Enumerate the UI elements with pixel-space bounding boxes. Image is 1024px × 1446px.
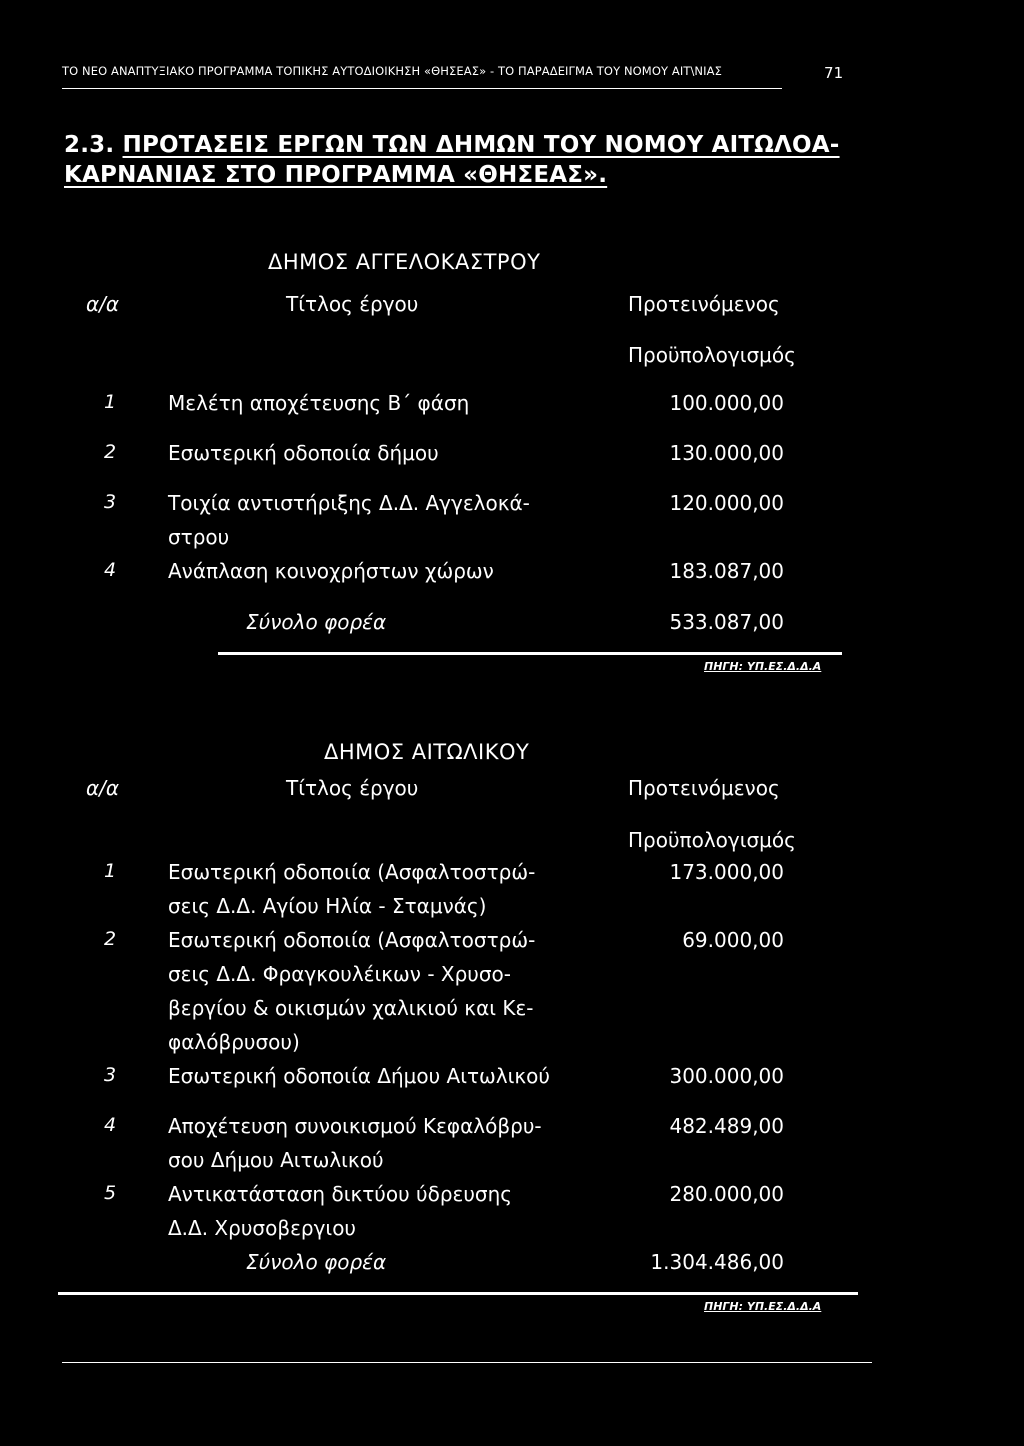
- table2-row-5-title-line-1: Αντικατάσταση δικτύου ύδρευσης: [168, 1182, 513, 1206]
- table1-row-2-amount: 130.000,00: [669, 441, 784, 465]
- section-title-text-1: ΠΡΟΤΑΣΕΙΣ ΕΡΓΩΝ ΤΩΝ ΔΗΜΩΝ ΤΟΥ ΝΟΜΟΥ ΑΙΤΩΛΟΑ-: [122, 132, 840, 158]
- table2-col-budget-1: Προτεινόμενος: [628, 776, 780, 800]
- table1-col-title: Τίτλος έργου: [286, 292, 419, 316]
- section-title-line-2: [64, 162, 607, 188]
- table2-row-4-amount: 482.489,00: [669, 1114, 784, 1138]
- section-title-line-1: [64, 132, 840, 158]
- table2-row-1-title-line-1: Εσωτερική οδοποιία (Ασφαλτοστρώ-: [168, 860, 536, 884]
- table2-row-2-title-line-3: βεργίου & οικισμών χαλικιού και Κε-: [168, 996, 534, 1020]
- table1-row-3-title-line-1: Τοιχία αντιστήριξης Δ.Δ. Αγγελοκά-: [168, 491, 530, 515]
- table2-row-2-title-line-4: φαλόβρυσου): [168, 1030, 300, 1054]
- table2-heading: ΔΗΜΟΣ ΑΙΤΩΛΙΚΟΥ: [324, 740, 530, 764]
- section-title-text-2: ΚΑΡΝΑΝΙΑΣ ΣΤΟ ΠΡΟΓΡΑΜΜΑ «ΘΗΣΕΑΣ».: [64, 162, 608, 188]
- table1-row-3-amount: 120.000,00: [669, 491, 784, 515]
- table2-source: ΠΗΓΗ: ΥΠ.ΕΣ.Δ.Δ.Α: [704, 1300, 822, 1313]
- table2-row-5-amount: 280.000,00: [669, 1182, 784, 1206]
- table2-row-5-title-line-2: Δ.Δ. Χρυσοβεργιου: [168, 1216, 356, 1240]
- table2-row-3-index: 3: [104, 1064, 117, 1086]
- table1-bottom-rule: [218, 652, 842, 655]
- table1-col-index: α/α: [86, 292, 120, 316]
- table2-row-2-amount: 69.000,00: [682, 928, 784, 952]
- table1-row-4-amount: 183.087,00: [669, 559, 784, 583]
- table1-row-3-index: 3: [104, 491, 117, 513]
- table2-bottom-rule: [58, 1292, 858, 1295]
- table1-row-4-title: Ανάπλαση κοινοχρήστων χώρων: [168, 559, 494, 583]
- table1-row-3-title-line-2: στρου: [168, 525, 230, 549]
- table2-row-4-title-line-1: Αποχέτευση συνοικισμού Κεφαλόβρυ-: [168, 1114, 542, 1138]
- table2-row-4-index: 4: [104, 1114, 117, 1136]
- header-rule: [62, 88, 782, 89]
- table2-row-2-title-line-2: σεις Δ.Δ. Φραγκουλέικων - Χρυσο-: [168, 962, 511, 986]
- table2-total-amount: 1.304.486,00: [650, 1250, 784, 1274]
- table1-col-budget-1: Προτεινόμενος: [628, 292, 780, 316]
- table1-total-label: Σύνολο φορέα: [246, 610, 387, 634]
- table1-heading: ΔΗΜΟΣ ΑΓΓΕΛΟΚΑΣΤΡΟΥ: [268, 250, 541, 274]
- table2-row-2-index: 2: [104, 928, 117, 950]
- table2-col-index: α/α: [86, 776, 120, 800]
- table1-row-1-amount: 100.000,00: [669, 391, 784, 415]
- table1-total-amount: 533.087,00: [669, 610, 784, 634]
- running-header: [62, 64, 844, 82]
- running-title: ΤΟ ΝΕΟ ΑΝΑΠΤΥΞΙΑΚΟ ΠΡΟΓΡΑΜΜΑ ΤΟΠΙΚΗΣ ΑΥΤΟΔΙΟΙΚΗΣΗ «ΘΗΣΕΑΣ» - ΤΟ ΠΑΡΑΔΕΙΓΜΑ ΤΟΥ ΝΟΜΟΥ ΑΙΤ\ΝΙΑΣ: [62, 64, 722, 78]
- table2-row-1-title-line-2: σεις Δ.Δ. Αγίου Ηλία - Σταμνάς): [168, 894, 487, 918]
- table2-row-3-amount: 300.000,00: [669, 1064, 784, 1088]
- table1-row-4-index: 4: [104, 559, 117, 581]
- table1-col-budget-2: Προϋπολογισμός: [628, 343, 796, 367]
- table2-row-5-index: 5: [104, 1182, 117, 1204]
- table1-source: ΠΗΓΗ: ΥΠ.ΕΣ.Δ.Δ.Α: [704, 660, 822, 673]
- table1-row-1-index: 1: [104, 391, 117, 413]
- section-number: 2.3.: [64, 132, 115, 158]
- table2-col-budget-2: Προϋπολογισμός: [628, 828, 796, 852]
- table1-row-2-title: Εσωτερική οδοποιία δήμου: [168, 441, 439, 465]
- table1-row-1-title: Μελέτη αποχέτευσης Β΄ φάση: [168, 391, 470, 415]
- table2-row-1-index: 1: [104, 860, 117, 882]
- page-number: 71: [824, 64, 844, 82]
- table2-row-4-title-line-2: σου Δήμου Αιτωλικού: [168, 1148, 384, 1172]
- table2-total-label: Σύνολο φορέα: [246, 1250, 387, 1274]
- table2-row-1-amount: 173.000,00: [669, 860, 784, 884]
- table2-col-title: Τίτλος έργου: [286, 776, 419, 800]
- table1-row-2-index: 2: [104, 441, 117, 463]
- table2-row-2-title-line-1: Εσωτερική οδοποιία (Ασφαλτοστρώ-: [168, 928, 536, 952]
- table2-row-3-title: Εσωτερική οδοποιία Δήμου Αιτωλικού: [168, 1064, 550, 1088]
- footer-rule: [62, 1362, 872, 1363]
